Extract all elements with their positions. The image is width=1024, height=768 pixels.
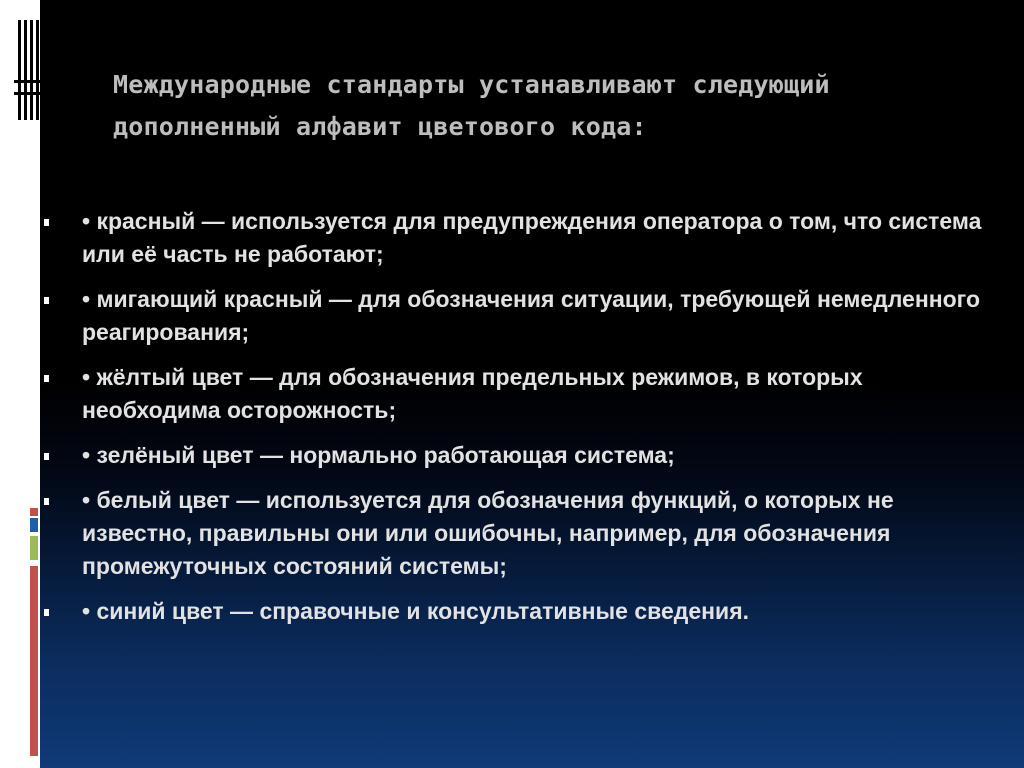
bullet-text: • жёлтый цвет — для обозначения предельных режимов, в которых необходима осторожность; <box>82 364 863 423</box>
bullet-item <box>44 595 1004 628</box>
bullet-text: • зелёный цвет — нормально работающая система; <box>82 442 675 468</box>
accent-bar-red-small <box>30 508 38 516</box>
accent-bar-blue <box>30 518 38 532</box>
bullet-item <box>44 484 1004 583</box>
bullet-text: • мигающий красный — для обозначения ситуации, требующей немедленного реагирования; <box>82 286 980 345</box>
bullet-item <box>44 439 1004 472</box>
bullet-marker-icon <box>44 609 49 616</box>
bullet-item <box>44 361 1004 427</box>
bullet-item <box>44 283 1004 349</box>
bullet-marker-icon <box>44 453 49 460</box>
accent-bar-red-long <box>30 566 38 756</box>
bullet-marker-icon <box>44 297 49 304</box>
bullet-list <box>44 205 1004 640</box>
accent-bar-green <box>30 536 38 560</box>
bullet-marker-icon <box>44 375 49 382</box>
bullet-text: • синий цвет — справочные и консультативные сведения. <box>82 598 749 624</box>
slide-title: Международные стандарты устанавливают следующий дополненный алфавит цветового кода: <box>113 70 830 141</box>
bullet-marker-icon <box>44 219 49 226</box>
bullet-text: • белый цвет — используется для обозначения функций, о которых не известно, правильны они или ошибочны, например, для обозначения промежуточных состояний системы; <box>82 487 894 579</box>
bullet-text: • красный — используется для предупреждения оператора о том, что система или её часть не работают; <box>82 208 982 267</box>
bullet-marker-icon <box>44 498 49 505</box>
grid-decoration-icon <box>0 20 40 120</box>
bullet-item <box>44 205 1004 271</box>
